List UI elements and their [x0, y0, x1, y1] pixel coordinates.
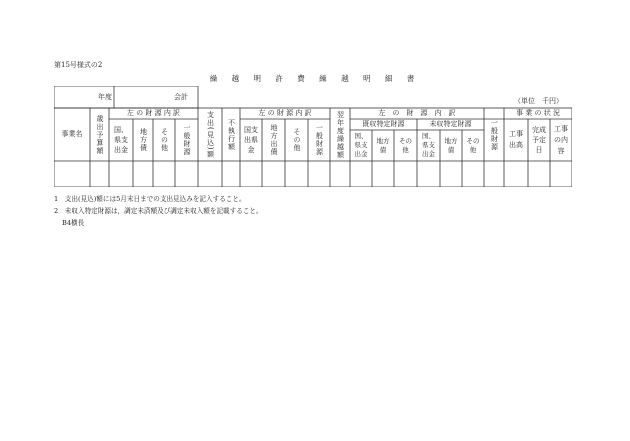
nendo-label: 年度	[98, 92, 112, 101]
kishu-tokutei-header: 既収特定財源	[362, 120, 405, 128]
kansei-yotei-bi-header: 完成予定日	[532, 126, 546, 154]
chihosai-header-1: 地方債	[139, 128, 148, 152]
sonota-header-4: その他	[466, 136, 480, 154]
jigyomei-header: 事業名	[61, 130, 83, 138]
ippan-zaigen-header-1: 一般財源	[183, 124, 191, 156]
saishutsu-yosangaku-header: 歳出予算額	[96, 114, 104, 155]
ippan-zaigen-header-2: 一般財源	[315, 124, 324, 156]
kaikei-label: 会計	[174, 92, 188, 101]
chihosai-header-2: 地方出債	[270, 124, 278, 156]
koji-naiyo-header: 工事の内容	[554, 124, 568, 155]
zaigen-uchiwake-header-3: 左 の 財 源 内 訳	[378, 109, 456, 117]
yokunendo-kurikoshi-header: 翌年度繰越額	[336, 110, 345, 159]
jigyo-jokyo-header: 事 業 の 状 況	[516, 109, 560, 117]
chihosai-header-3: 地方債	[376, 136, 390, 154]
ippan-zaigen-header-3: 一般財源	[490, 118, 499, 151]
fushikko-header: 不執行額	[227, 118, 236, 151]
koji-shutsu-daka-header: 工事出高	[509, 130, 523, 149]
sonota-header-3: その他	[399, 136, 412, 154]
document-title: 繰 越 明 許 費 繰 越 明 細 書	[209, 74, 421, 83]
sonota-header-2: その他	[293, 128, 301, 152]
kuni-ken-header-3: 国、県支出金	[354, 132, 368, 158]
zaigen-uchiwake-header-2: 左 の 財 源 内 訳	[258, 109, 312, 117]
kuni-ken-header-2: 国支出県金	[244, 126, 258, 154]
paper-size-label: B4横長	[62, 219, 85, 227]
chihosai-header-4: 地方債	[444, 136, 458, 154]
shishutsu-mikomi-header: 支出(見込)額	[206, 110, 215, 159]
kuni-ken-header-4: 国、県支出金	[422, 132, 435, 158]
sonota-header-1: その他	[160, 128, 169, 152]
mishu-tokutei-header: 未収特定財源	[429, 120, 472, 128]
kuni-ken-header-1: 国、県支出金	[114, 126, 128, 154]
note-2: 2 未収入特定財源は，調定未済額及び調定未収入額を記載すること。	[54, 207, 263, 215]
zaigen-uchiwake-header-1: 左 の 財 源 内 訳	[126, 109, 181, 117]
note-1: 1 支出(見込)額には5月末日までの支出見込みを記入すること。	[54, 195, 246, 203]
unit-label: （単位 千円）	[514, 97, 563, 105]
notes	[54, 193, 263, 229]
carryover-table	[54, 86, 572, 187]
form-number: 第15号様式の2	[54, 61, 103, 69]
